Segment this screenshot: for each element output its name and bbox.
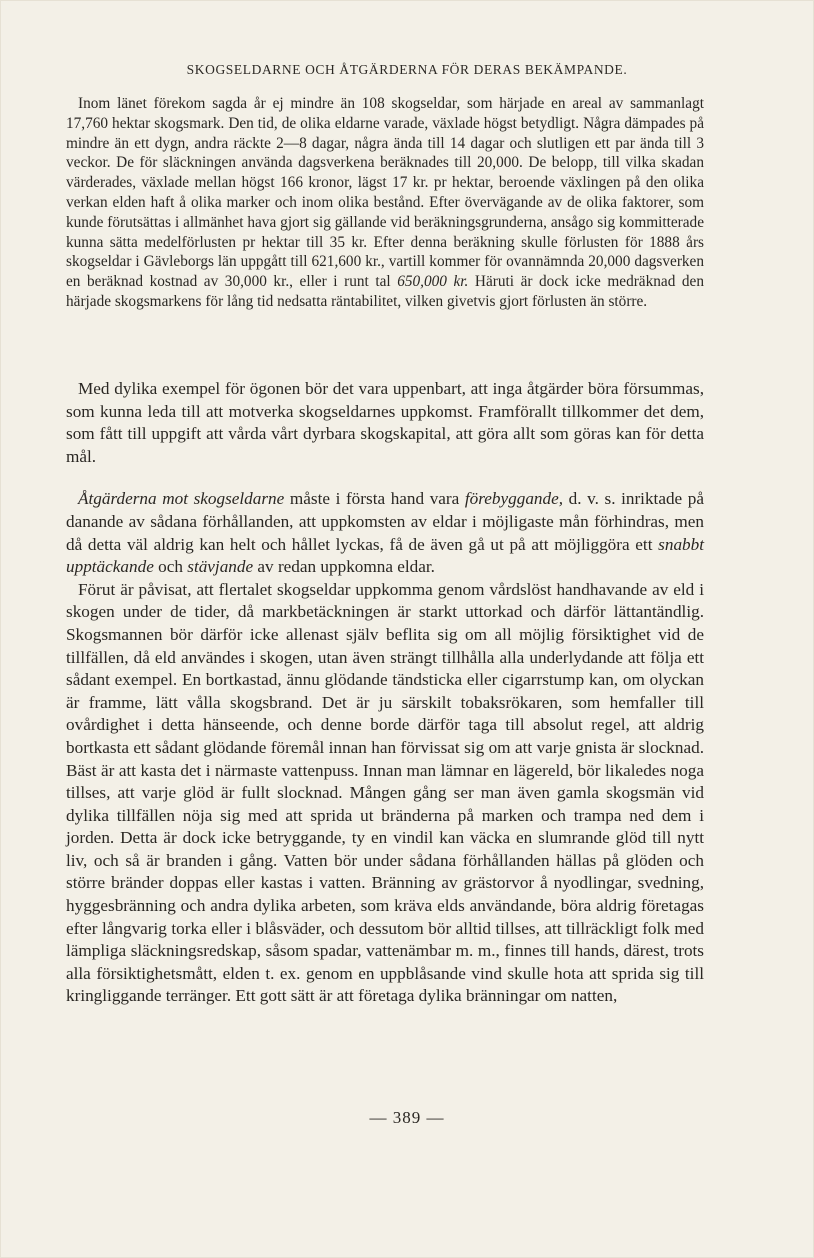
paragraph-statistics	[66, 94, 704, 312]
measures-text-b: d. v. s. inriktade på danande av sådana förhållanden, att uppkomsten av eldar i möjligaste mån förhindras, men då detta väl aldrig kan helt och hållet lyckas, få de även gå ut på att möjliggöra ett	[66, 489, 704, 554]
paragraph-statistics-text: Inom länet förekom sagda år ej mindre än 108 skogseldar, som härjade en areal av sammanlagt 17,760 hektar skogsmark. Den tid, de olika eldarne varade, växlade högst betydligt. Några dämpades på mindre än ett dygn, andra räckte 2—8 dagar, några ända till 14 dagar och slutligen ett par ända till 3 veckor. De för släckningen använda dagsverkena beräknades till 20,000. De belopp, till vilka skadan värderades, växlade mellan högst 166 kronor, lägst 17 kr. pr hektar, beroende växlingen på den olika verkan elden haft å olika marker och inom olika bestånd. Efter övervägande av de olika faktorer, som kunde förutsättas i allmänhet hava gjort sig gällande vid beräkningsgrunderna, ansågo sig kommitterade kunna sätta medelförlusten pr hektar till 35 kr. Efter denna beräkning skulle förlusten för 1888 års skogseldar i Gävleborgs län uppgått till 621,600 kr., vartill kommer för ovannämnda 20,000 dagsverken en beräknad kostnad av 30,000 kr., eller i runt tal	[66, 95, 704, 291]
paragraph-consequence: Med dylika exempel för ögonen bör det vara uppenbart, att inga åtgärder böra försummas, som kunna leda till att motverka skogseldarnes uppkomst. Framförallt tillkommer det dem, som fått till uppgift att vårda vårt dyrbara skogskapital, att göra allt som göras kan för detta mål.	[66, 379, 704, 466]
measures-text-a: måste i första hand vara	[284, 489, 465, 509]
measures-emphasis-detection: snabbt upptäckande	[66, 534, 704, 577]
running-header: SKOGSELDARNE OCH ÅTGÄRDERNA FÖR DERAS BEKÄMPANDE.	[186, 62, 628, 77]
section-title-measures: Åtgärderna mot skogseldarne	[78, 489, 285, 509]
total-loss-amount: 650,000 kr.	[397, 273, 469, 291]
paragraph-measures	[66, 488, 704, 578]
measures-emphasis-preventive: förebyggande,	[464, 489, 564, 509]
paragraph-statistics-end: Häruti är dock icke medräknad den härjade skogsmarkens för lång tid nedsatta räntabilitet, vilken givetvis gjort förlusten än större.	[66, 273, 704, 310]
paragraph-prevention: Förut är påvisat, att flertalet skogseldar uppkomma genom vårdslöst handhavande av eld i skogen under de tider, då markbetäckningen är starkt uttorkad och därför lättantändlig. Skogsmannen bör därför icke allenast själv beflita sig om all möjlig försiktighet vid de tillfällen, då eld användes i skogen, utan även strängt tillhålla alla underlydande att följa ett sådant exempel. En bortkastad, ännu glödande tändsticka eller cigarrstump kan, om olyckan är framme, lätt vålla skogsbrand. Det är ju särskilt tobaksrökaren, som hemfaller till ovårdighet i detta hänseende, och denne borde därför taga till absolut regel, att aldrig bortkasta ett sådant glödande föremål innan han förvissat sig om att varje gnista är slocknad. Bäst är att kasta det i närmaste vattenpuss. Innan man lämnar en lägereld, bör likaledes noga tillses, att varje glöd är fullt slocknad. Mången gång ser man även gamla skogsmän vid dylika tillfällen nöja sig med att sprida ut bränderna på marken och trampa ned dem i jorden. Detta är dock icke betryggande, ty en vindil kan väcka en slumrande glöd till nytt liv, och så är branden i gång. Vatten bör under sådana förhållanden hällas på glöden och större bränder doppas eller kastas i vatten. Bränning av grästorvor å nyodlingar, svedning, hyggesbränning och andra dylika arbeten, som kräva elds användande, böra aldrig företagas efter långvarig torka eller i blåsväder, och dessutom bör alltid tillses, att tillräckligt folk med lämpliga släckningsredskap, såsom spadar, vattenämbar m. m., finnes till hands, därest, trots alla försiktighetsmått, elden t. ex. genom en uppblåsande vind skulle hota att sprida sig till kringliggande terränger. Ett gott sätt är att företaga dylika bränningar om natten,	[66, 579, 704, 1006]
page-number: — 389 —	[369, 1108, 445, 1127]
measures-text-d: av redan uppkomna eldar.	[253, 557, 435, 577]
measures-text-c: och	[153, 557, 188, 577]
measures-emphasis-suppression: stävjande	[187, 557, 254, 577]
main-text-block	[66, 378, 704, 1008]
small-print-block	[66, 94, 704, 312]
